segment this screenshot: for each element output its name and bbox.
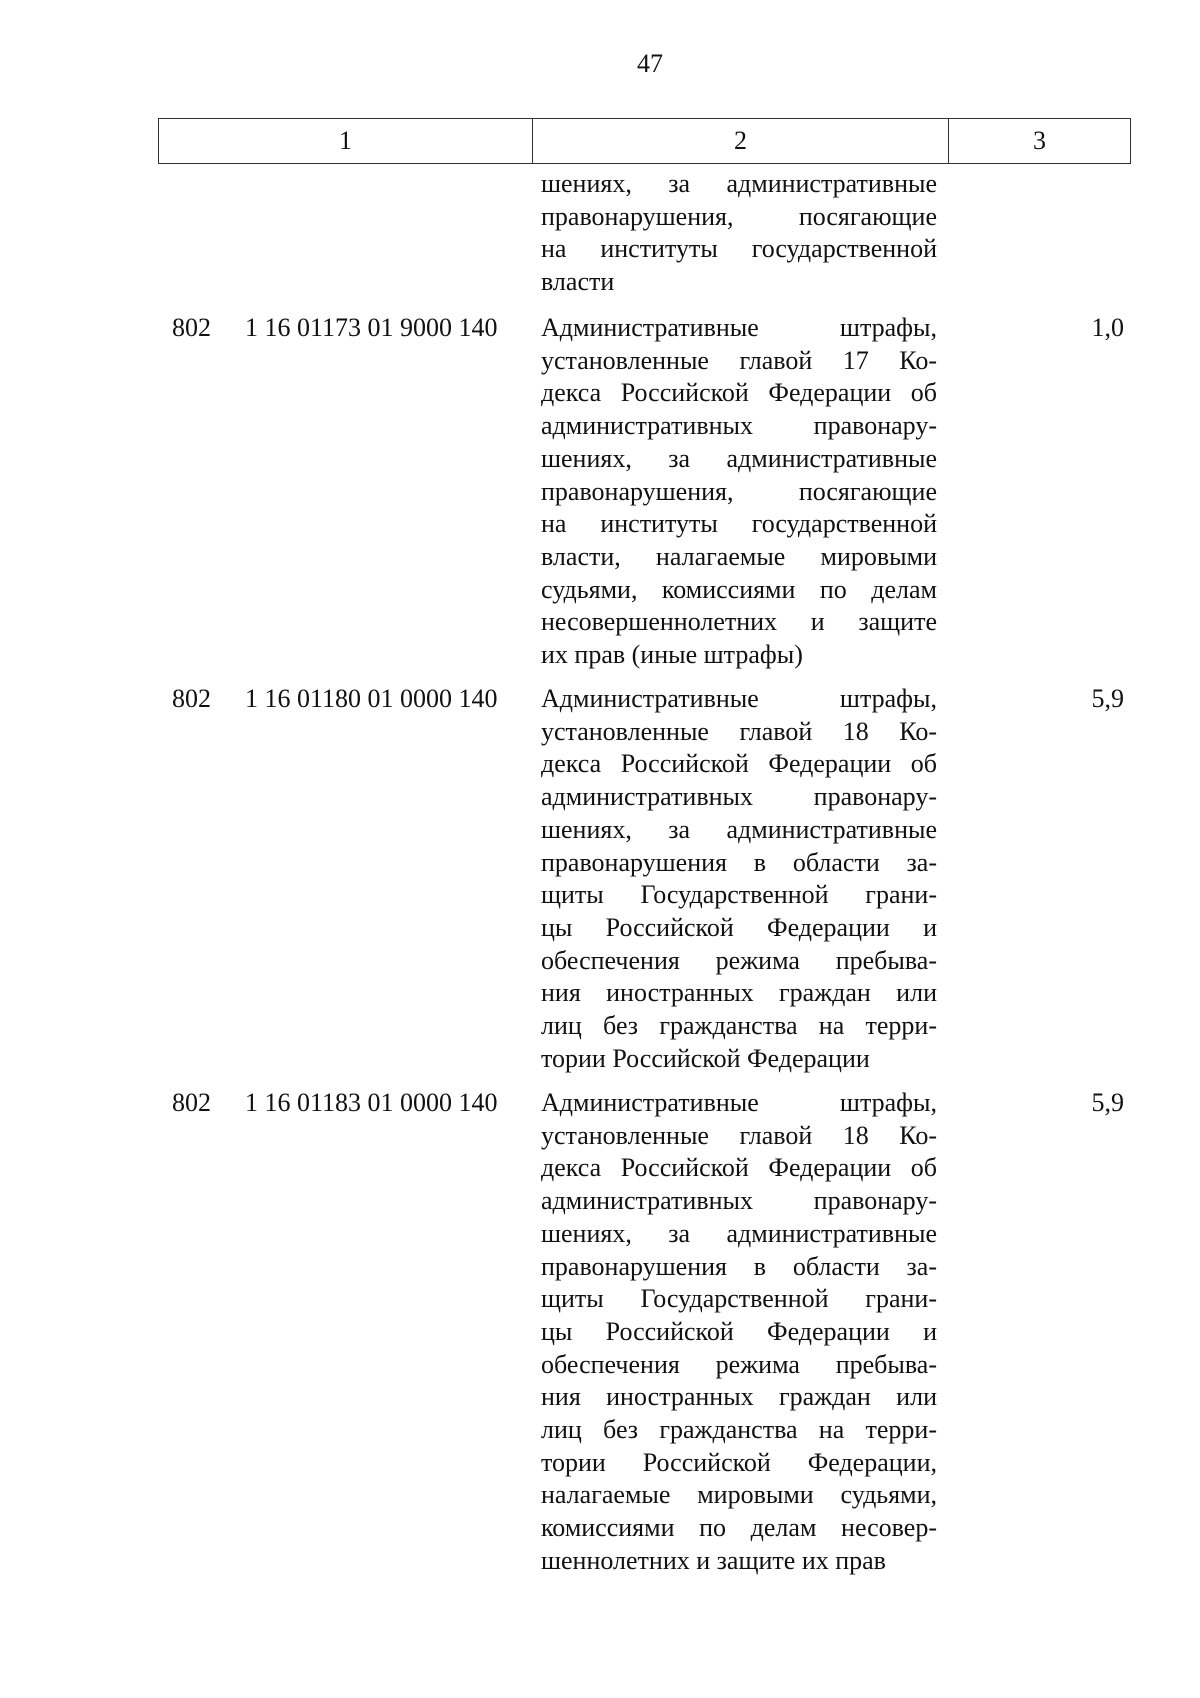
description-line: несовершеннолетних и защите (541, 607, 937, 637)
description-line: их прав (иные штрафы) (541, 640, 803, 670)
budget-classification-code: 1 16 01173 01 9000 140 (245, 313, 498, 342)
description-line: шениях, за административные (541, 169, 937, 198)
description-line: установленные главой 18 Ко- (541, 1120, 937, 1150)
description-line: ния иностранных граждан или (541, 1382, 937, 1412)
description-line: шениях, за административные (541, 814, 937, 844)
description-line: правонарушения, посягающие (541, 476, 937, 506)
description-line: тории Российской Федерации (541, 1043, 870, 1073)
description-line: правонарушения, посягающие (541, 201, 937, 231)
description-line: правонарушения в области за- (541, 847, 937, 877)
description-line: тории Российской Федерации, (541, 1447, 937, 1477)
description-line: обеспечения режима пребыва- (541, 1349, 937, 1379)
description-line: щиты Государственной грани- (541, 1284, 937, 1314)
admin-code: 802 (172, 1088, 211, 1117)
page-number: 47 (637, 49, 663, 78)
description-line: Административные штрафы, (541, 1088, 937, 1117)
amount-value: 1,0 (1091, 313, 1124, 342)
description-line: Административные штрафы, (541, 684, 937, 713)
description-line: декса Российской Федерации об (541, 1153, 937, 1183)
description-line: ния иностранных граждан или (541, 978, 937, 1008)
description-line: цы Российской Федерации и (541, 1316, 937, 1346)
description-line: установленные главой 18 Ко- (541, 716, 937, 746)
description-line: на институты государственной (541, 234, 937, 264)
admin-code: 802 (172, 313, 211, 342)
description-line: судьями, комиссиями по делам (541, 574, 937, 604)
description-line: обеспечения режима пребыва- (541, 945, 937, 975)
row-description (541, 312, 937, 672)
description-line: административных правонару- (541, 782, 937, 812)
description-line: декса Российской Федерации об (541, 749, 937, 779)
description-line: налагаемые мировыми судьями, (541, 1480, 937, 1510)
row-description (541, 1087, 937, 1578)
column-header-3: 3 (1033, 126, 1046, 155)
description-line: власти, налагаемые мировыми (541, 541, 937, 571)
description-line: Административные штрафы, (541, 313, 937, 342)
description-line: лиц без гражданства на терри- (541, 1011, 937, 1041)
description-line: установленные главой 17 Ко- (541, 345, 937, 375)
amount-value: 5,9 (1091, 1088, 1124, 1117)
description-line: щиты Государственной грани- (541, 880, 937, 910)
budget-classification-code: 1 16 01180 01 0000 140 (245, 684, 498, 713)
description-line: на институты государственной (541, 509, 937, 539)
description-line: шениях, за административные (541, 443, 937, 473)
description-line: цы Российской Федерации и (541, 912, 937, 942)
row-description (541, 683, 937, 1075)
description-line: шеннолетних и защите их прав (541, 1545, 886, 1575)
description-line: шениях, за административные (541, 1218, 937, 1248)
column-header-1: 1 (159, 119, 533, 163)
amount-value: 5,9 (1091, 684, 1124, 713)
column-header-2: 2 (533, 119, 949, 163)
description-line: лиц без гражданства на терри- (541, 1415, 937, 1445)
description-line: декса Российской Федерации об (541, 378, 937, 408)
table-header (158, 118, 1131, 164)
description-line: правонарушения в области за- (541, 1251, 937, 1281)
description-line: административных правонару- (541, 1186, 937, 1216)
description-line: власти (541, 267, 615, 297)
continued-description (541, 168, 937, 299)
budget-classification-code: 1 16 01183 01 0000 140 (245, 1088, 498, 1117)
description-line: административных правонару- (541, 411, 937, 441)
description-line: комиссиями по делам несовер- (541, 1513, 937, 1543)
admin-code: 802 (172, 684, 211, 713)
